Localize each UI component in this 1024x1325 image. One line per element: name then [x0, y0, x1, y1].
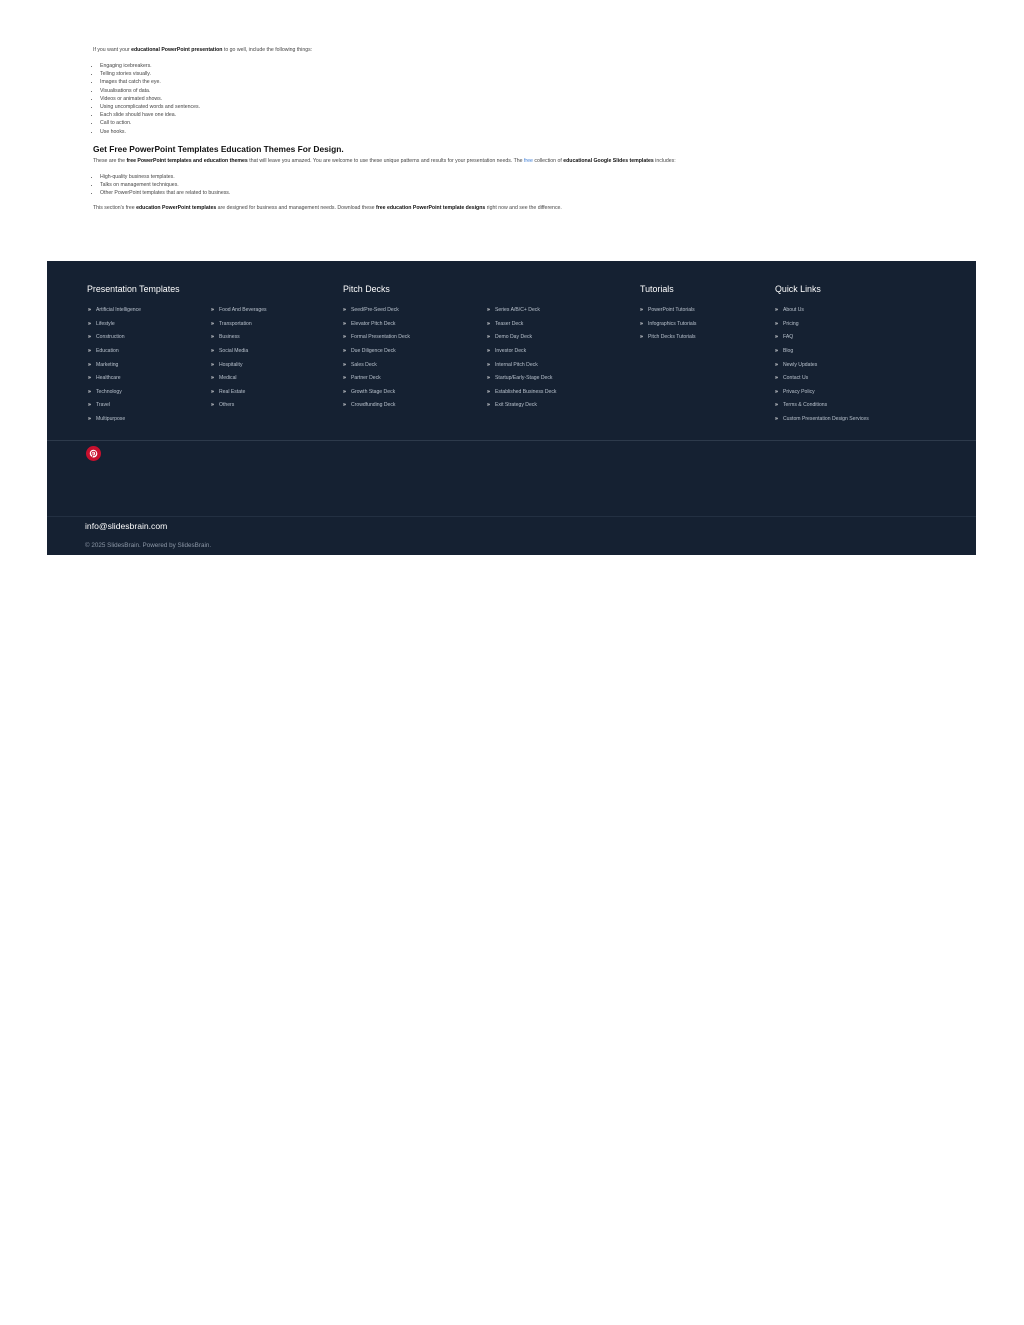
footer-link-label: Lifestyle — [96, 320, 115, 327]
text: are designed for business and management needs. Download these — [216, 205, 376, 212]
footer-link[interactable] — [88, 375, 141, 389]
footer-link-label: PowerPoint Tutorials — [648, 307, 695, 313]
chevron-double-right-icon: » — [88, 388, 91, 395]
section-heading: Get Free PowerPoint Templates Education Themes For Design. — [93, 143, 344, 154]
footer-link[interactable] — [211, 362, 267, 376]
footer-link[interactable] — [775, 389, 869, 403]
footer-link-label: Terms & Conditions — [783, 402, 828, 409]
footer-link[interactable] — [775, 416, 869, 430]
footer-list — [211, 307, 267, 416]
chevron-double-right-icon: » — [343, 402, 346, 409]
intro-text-end: to go well, include the following things: — [222, 47, 313, 53]
footer-link[interactable] — [88, 362, 141, 376]
footer-heading: Pitch Decks — [343, 284, 390, 294]
intro-bold: educational PowerPoint presentation — [131, 47, 223, 53]
footer-link-label: Elevator Pitch Deck — [351, 320, 396, 327]
text: This section's free — [93, 205, 137, 212]
list-item: • Engaging icebreakers. — [100, 62, 913, 70]
text: These are the — [93, 157, 127, 164]
bold-text: free PowerPoint templates and education themes — [126, 157, 248, 164]
footer-link-label: Multipurpose — [96, 416, 126, 423]
footer-link-label: Hospitality — [219, 361, 243, 368]
footer-link-label: Partner Deck — [351, 375, 381, 382]
chevron-double-right-icon: » — [487, 388, 490, 395]
footer-link-label: Contact Us — [783, 375, 809, 382]
footer-link[interactable] — [211, 389, 267, 403]
footer-link-label: Custom Presentation Design Services — [783, 416, 869, 423]
text: that will leave you amazed. You are welcome to use these unique patterns and results for your presentation needs. The — [247, 157, 524, 164]
footer-link[interactable] — [487, 375, 556, 389]
footer-link-label: Education — [96, 347, 119, 354]
footer-link[interactable] — [487, 307, 556, 321]
footer-divider — [47, 440, 976, 441]
intro-text: If you want your — [93, 47, 132, 53]
footer-link-label: Infographics Tutorials — [648, 320, 697, 327]
footer-link[interactable] — [211, 321, 267, 335]
list-item: • Call to action. — [100, 119, 913, 127]
chevron-double-right-icon: » — [775, 416, 778, 423]
chevron-double-right-icon: » — [343, 361, 346, 368]
footer-link-label: Growth Stage Deck — [351, 388, 396, 395]
chevron-double-right-icon: » — [343, 307, 346, 313]
footer-link-label: Newly Updates — [783, 361, 818, 368]
footer-list — [640, 307, 696, 348]
chevron-double-right-icon: » — [487, 361, 490, 368]
footer-link-label: Formal Presentation Deck — [351, 334, 410, 341]
footer-link-label: Sales Deck — [351, 361, 377, 368]
footer-link[interactable] — [88, 307, 141, 321]
footer-link-label: Demo Day Deck — [495, 334, 533, 341]
chevron-double-right-icon: » — [211, 361, 214, 368]
footer-list — [487, 307, 556, 416]
footer-link-label: Food And Beverages — [219, 307, 267, 313]
footer-col-quick-links — [775, 283, 821, 305]
chevron-double-right-icon: » — [343, 334, 346, 341]
footer-col-presentation-templates — [87, 283, 180, 305]
chevron-double-right-icon: » — [88, 334, 91, 341]
chevron-double-right-icon: » — [88, 307, 91, 313]
chevron-double-right-icon: » — [487, 375, 490, 382]
chevron-double-right-icon: » — [487, 320, 490, 327]
chevron-double-right-icon: » — [211, 402, 214, 409]
list-item: • Visualisations of data. — [100, 87, 913, 95]
copyright-text: © 2025 SlidesBrain. Powered by SlidesBrain. — [85, 542, 212, 549]
bold-text: free education PowerPoint template designs — [376, 205, 486, 212]
footer-link[interactable] — [343, 321, 410, 335]
footer-link[interactable] — [88, 348, 141, 362]
footer-link[interactable] — [88, 402, 141, 416]
footer-link[interactable] — [775, 307, 869, 321]
includes-list — [93, 173, 913, 198]
footer-col-pitch-decks — [343, 283, 390, 305]
text: collection of — [532, 157, 564, 164]
chevron-double-right-icon: » — [211, 347, 214, 354]
footer-col-tutorials — [640, 283, 674, 305]
text: includes: — [653, 157, 676, 164]
footer-link-label: Privacy Policy — [783, 388, 815, 395]
footer-link-label: Startup/Early-Stage Deck — [495, 375, 553, 382]
footer-link-label: Social Media — [219, 347, 249, 354]
chevron-double-right-icon: » — [343, 347, 346, 354]
footer-link[interactable] — [487, 348, 556, 362]
list-item: • Use hooks. — [100, 128, 913, 136]
list-item: • Talks on management techniques. — [100, 181, 913, 189]
footer-link-label: Due Diligence Deck — [351, 347, 396, 354]
footer-link-label: Real Estate — [219, 388, 246, 395]
chevron-double-right-icon: » — [487, 402, 490, 409]
footer-link-label: Healthcare — [96, 375, 121, 382]
chevron-double-right-icon: » — [211, 307, 214, 313]
description-paragraph — [93, 157, 913, 165]
footer-link-label: Artificial Intelligence — [96, 307, 142, 313]
chevron-double-right-icon: » — [640, 334, 643, 341]
footer-link[interactable] — [487, 321, 556, 335]
footer-link-label: Medical — [219, 375, 237, 382]
footer-link[interactable] — [775, 375, 869, 389]
chevron-double-right-icon: » — [211, 388, 214, 395]
list-item: • Using uncomplicated words and sentences. — [100, 103, 913, 111]
footer-link-label: About Us — [783, 307, 804, 313]
text: right now and see the difference. — [485, 205, 562, 212]
pinterest-glyph — [89, 449, 98, 458]
chevron-double-right-icon: » — [775, 334, 778, 341]
footer-link[interactable] — [343, 334, 410, 348]
footer-link-label: Business — [219, 334, 240, 341]
chevron-double-right-icon: » — [88, 361, 91, 368]
chevron-double-right-icon: » — [775, 402, 778, 409]
list-item: • Videos or animated shows. — [100, 95, 913, 103]
footer-link[interactable] — [343, 389, 410, 403]
footer-link[interactable] — [775, 402, 869, 416]
chevron-double-right-icon: » — [640, 307, 643, 313]
footer-link[interactable] — [775, 321, 869, 335]
chevron-double-right-icon: » — [88, 347, 91, 354]
list-item: • High-quality business templates. — [100, 173, 913, 181]
feature-list — [93, 62, 913, 136]
chevron-double-right-icon: » — [343, 388, 346, 395]
footer-link-label: Others — [219, 402, 235, 409]
chevron-double-right-icon: » — [487, 307, 490, 313]
chevron-double-right-icon: » — [211, 375, 214, 382]
footer-link[interactable] — [211, 307, 267, 321]
footer-heading: Presentation Templates — [87, 284, 180, 294]
footer-link-label: Seed/Pre-Seed Deck — [351, 307, 399, 313]
footer-link[interactable] — [487, 362, 556, 376]
footer-link[interactable] — [343, 375, 410, 389]
chevron-double-right-icon: » — [487, 347, 490, 354]
footer-link[interactable] — [640, 307, 696, 321]
footer-link[interactable] — [487, 389, 556, 403]
list-item: • Images that catch the eye. — [100, 78, 913, 86]
chevron-double-right-icon: » — [640, 320, 643, 327]
chevron-double-right-icon: » — [211, 334, 214, 341]
footer-link-label: Travel — [96, 402, 110, 409]
footer-heading: Quick Links — [775, 284, 821, 294]
footer-divider — [47, 516, 976, 517]
footer-link[interactable] — [88, 416, 141, 430]
contact-email-link[interactable]: info@slidesbrain.com — [85, 521, 168, 531]
footer-link-label: Pitch Decks Tutorials — [648, 334, 696, 341]
footer-link[interactable] — [343, 402, 410, 416]
chevron-double-right-icon: » — [775, 320, 778, 327]
footer-list — [88, 307, 141, 430]
footer-link-label: Exit Strategy Deck — [495, 402, 537, 409]
footer-link-label: Transportation — [219, 320, 252, 327]
footer-link-label: Established Business Deck — [495, 388, 557, 395]
chevron-double-right-icon: » — [88, 320, 91, 327]
footer-link[interactable] — [343, 348, 410, 362]
footer-link[interactable] — [487, 402, 556, 416]
chevron-double-right-icon: » — [88, 402, 91, 409]
footer-link[interactable] — [88, 334, 141, 348]
footer-heading: Tutorials — [640, 284, 674, 294]
chevron-double-right-icon: » — [88, 416, 91, 423]
footer-link-label: FAQ — [783, 334, 794, 341]
chevron-double-right-icon: » — [487, 334, 490, 341]
footer-link[interactable] — [775, 334, 869, 348]
chevron-double-right-icon: » — [211, 320, 214, 327]
footer-link-label: Internal Pitch Deck — [495, 361, 538, 368]
footer-link[interactable] — [211, 334, 267, 348]
footer-link[interactable] — [343, 307, 410, 321]
footer-list — [775, 307, 869, 430]
footer-link[interactable] — [343, 362, 410, 376]
footer-link-label: Technology — [96, 388, 122, 395]
footer-link[interactable] — [211, 375, 267, 389]
footer-link[interactable] — [88, 321, 141, 335]
footer-link-label: Marketing — [96, 361, 119, 368]
chevron-double-right-icon: » — [775, 347, 778, 354]
footer-link-label: Pricing — [783, 320, 799, 327]
footer-link-label: Construction — [96, 334, 125, 341]
footer-list — [343, 307, 410, 416]
list-item: • Each slide should have one idea. — [100, 111, 913, 119]
chevron-double-right-icon: » — [775, 388, 778, 395]
footer-link[interactable] — [640, 334, 696, 348]
chevron-double-right-icon: » — [775, 361, 778, 368]
footer-link[interactable] — [487, 334, 556, 348]
footer-link-label: Series A/B/C+ Deck — [495, 307, 540, 313]
chevron-double-right-icon: » — [88, 375, 91, 382]
chevron-double-right-icon: » — [343, 375, 346, 382]
pinterest-icon[interactable] — [86, 446, 101, 461]
footer-link-label: Investor Deck — [495, 347, 527, 354]
footer-link-label: Teaser Deck — [495, 320, 524, 327]
footer-link[interactable] — [211, 348, 267, 362]
article-content — [93, 46, 913, 212]
intro-paragraph — [93, 46, 913, 54]
free-link[interactable]: free — [523, 157, 533, 164]
bold-text: educational Google Slides templates — [563, 157, 654, 164]
footer-link[interactable] — [775, 362, 869, 376]
footer-link[interactable] — [775, 348, 869, 362]
list-item: • Telling stories visually. — [100, 70, 913, 78]
footer-link-label: Crowdfunding Deck — [351, 402, 396, 409]
closing-paragraph — [93, 204, 913, 212]
footer-link[interactable] — [640, 321, 696, 335]
footer-link[interactable] — [88, 389, 141, 403]
chevron-double-right-icon: » — [775, 307, 778, 313]
chevron-double-right-icon: » — [343, 320, 346, 327]
list-item: • Other PowerPoint templates that are related to business. — [100, 189, 913, 197]
chevron-double-right-icon: » — [775, 375, 778, 382]
footer-link-label: Blog — [783, 347, 794, 354]
bold-text: education PowerPoint templates — [136, 205, 217, 212]
site-footer — [47, 261, 976, 555]
footer-link[interactable] — [211, 402, 267, 416]
